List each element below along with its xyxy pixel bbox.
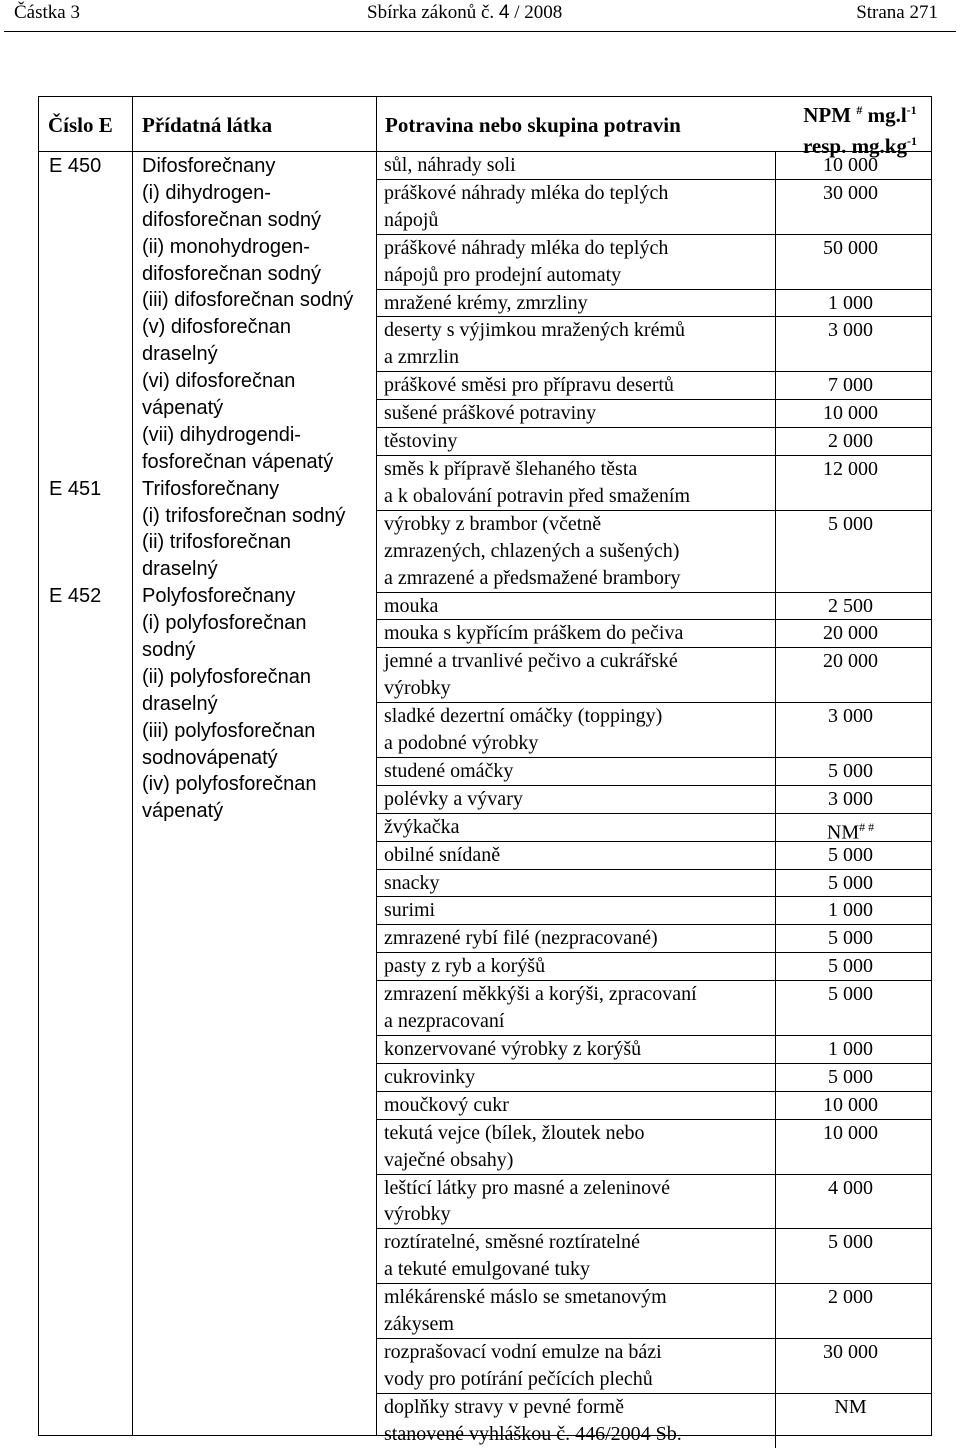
food-name-line: vody pro potírání pečících plechů: [384, 1367, 653, 1390]
substance-line: (ii) trifosforečnan: [142, 531, 291, 554]
npm-value: 5 000: [775, 953, 925, 980]
food-name-line: zákysem: [384, 1313, 454, 1336]
e-code: [49, 449, 101, 476]
food-name-line: sušené práškové potraviny: [384, 402, 597, 425]
substance-line: (iii) difosforečnan sodný: [142, 289, 354, 312]
food-name-line: leštící látky pro masné a zeleninové: [384, 1176, 671, 1199]
npm-value: 5 000: [775, 511, 925, 592]
header-divider: [39, 151, 132, 152]
food-name-line: doplňky stravy v pevné formě: [384, 1395, 624, 1418]
food-name-line: zmrazených, chlazených a sušených): [384, 539, 680, 562]
food-name: [377, 1229, 764, 1283]
food-header: Potravina nebo skupina potravin: [385, 113, 681, 137]
npm-value: 50 000: [775, 235, 925, 289]
food-row: [377, 180, 931, 235]
food-name: [377, 703, 764, 757]
collection-prefix: Sbírka zákonů č.: [367, 2, 495, 23]
food-name: [377, 456, 764, 510]
food-row: [377, 290, 931, 318]
npm-value: 5 000: [775, 1229, 925, 1283]
e-code: [49, 314, 101, 341]
food-row: [377, 842, 931, 870]
food-name: [377, 981, 764, 1035]
food-row: [377, 925, 931, 953]
food-row: [377, 897, 931, 925]
food-row: [377, 648, 931, 703]
npm-value: 7 000: [775, 372, 925, 399]
food-row: [377, 317, 931, 372]
npm-footnote-mark: # #: [859, 819, 875, 834]
food-name: [377, 1092, 764, 1119]
e-number-column: [39, 97, 133, 1435]
food-name-line: surimi: [384, 899, 436, 922]
npm-value: 12 000: [775, 456, 925, 510]
npm-value: 10 000: [775, 400, 925, 427]
e-code: [49, 234, 101, 261]
e-code: E 452: [49, 585, 102, 608]
substance-line: (iii) polyfosforečnan: [142, 719, 316, 742]
food-name-line: moučkový cukr: [384, 1093, 509, 1116]
food-row: [377, 758, 931, 786]
e-codes-list: [49, 153, 101, 610]
e-code: [49, 368, 101, 395]
npm-value: 10 000: [775, 1120, 925, 1174]
e-code: [49, 556, 101, 583]
food-name: [377, 620, 764, 647]
food-name: [377, 1064, 764, 1091]
e-code: [49, 529, 101, 556]
substance-line: (vi) difosforečnan: [142, 370, 296, 393]
e-code: [49, 422, 101, 449]
header-divider: [133, 151, 376, 152]
food-row: [377, 870, 931, 898]
food-row: [377, 981, 931, 1036]
food-name: [377, 235, 764, 289]
substance-line: vápenatý: [142, 397, 224, 420]
food-row: [377, 235, 931, 290]
food-name: [377, 372, 764, 399]
e-code: [49, 287, 101, 314]
food-name-line: těstoviny: [384, 430, 458, 453]
food-name: [377, 953, 764, 980]
food-name: [377, 842, 764, 869]
npm-value: 1 000: [775, 1036, 925, 1063]
part-number: Částka 3: [14, 2, 80, 23]
npm-value: 1 000: [775, 290, 925, 317]
npm-value: 2 000: [775, 428, 925, 455]
food-name-line: mlékárenské máslo se smetanovým: [384, 1286, 667, 1309]
food-row: [377, 372, 931, 400]
food-name: [377, 511, 764, 592]
npm-value: 5 000: [775, 758, 925, 785]
food-name-line: mražené krémy, zmrzliny: [384, 291, 588, 314]
additive-column: [133, 97, 377, 1435]
npm-value: NM: [775, 1394, 925, 1448]
food-name-line: rozprašovací vodní emulze na bázi: [384, 1340, 662, 1363]
substances-list: [142, 153, 353, 825]
npm-value: 3 000: [775, 703, 925, 757]
npm-value: 5 000: [775, 1064, 925, 1091]
substance-line: sodnovápenatý: [142, 746, 278, 769]
npm-value: 2 500: [775, 593, 925, 620]
food-row: [377, 1120, 931, 1175]
food-row: [377, 703, 931, 758]
food-name: [377, 1394, 764, 1448]
food-column: [377, 97, 931, 1445]
food-name: [377, 593, 764, 620]
food-name-line: práškové směsi pro přípravu desertů: [384, 374, 674, 397]
e-code: E 451: [49, 477, 102, 500]
substance-line: (ii) monohydrogen-: [142, 235, 310, 258]
additive-header: Přídatná látka: [142, 113, 273, 137]
npm-value: 5 000: [775, 925, 925, 952]
food-name: [377, 925, 764, 952]
npm-value: 30 000: [775, 1339, 925, 1393]
food-row: [377, 953, 931, 981]
food-name: [377, 1339, 764, 1393]
food-name-line: práškové náhrady mléka do teplých: [384, 236, 669, 259]
food-name-line: pasty z ryb a korýšů: [384, 955, 546, 978]
food-name-line: zmrazené rybí filé (nezpracované): [384, 927, 658, 950]
npm-value: 4 000: [775, 1175, 925, 1229]
substance-line: (v) difosforečnan: [142, 316, 291, 339]
food-name-line: a nezpracovaní: [384, 1010, 505, 1033]
npm-value: 20 000: [775, 648, 925, 702]
food-name-line: a tekuté emulgované tuky: [384, 1258, 591, 1281]
npm-value: 20 000: [775, 620, 925, 647]
substance-line: (ii) polyfosforečnan: [142, 665, 311, 688]
e-code: [49, 180, 101, 207]
food-name-line: jemné a trvanlivé pečivo a cukrářské: [384, 650, 678, 673]
food-name: [377, 648, 764, 702]
e-code: [49, 395, 101, 422]
substance-line: difosforečnan sodný: [142, 208, 322, 231]
collection-number: 4: [498, 2, 510, 23]
food-row: [377, 1175, 931, 1230]
food-name-line: vaječné obsahy): [384, 1148, 514, 1171]
e-code: E 450: [49, 155, 102, 177]
food-name: [377, 317, 764, 371]
substance-line: sodný: [142, 639, 196, 662]
substance-line: draselný: [142, 343, 218, 366]
food-row: [377, 152, 931, 180]
substance-line: draselný: [142, 558, 218, 581]
npm-value: 3 000: [775, 786, 925, 813]
food-row: [377, 1092, 931, 1120]
food-name: [377, 814, 764, 841]
npm-value: 1 000: [775, 897, 925, 924]
food-name-line: roztíratelné, směsné roztíratelné: [384, 1231, 640, 1254]
food-row: [377, 593, 931, 621]
food-name-line: deserty s výjimkou mražených krémů: [384, 319, 686, 342]
page-number: Strana 271: [856, 2, 938, 23]
food-row: [377, 1064, 931, 1092]
food-name-line: stanovené vyhláškou č. 446/2004 Sb.: [384, 1422, 682, 1445]
food-name: [377, 152, 764, 179]
food-name-line: směs k přípravě šlehaného těsta: [384, 457, 638, 480]
food-name-line: obilné snídaně: [384, 843, 501, 866]
food-name-line: tekutá vejce (bílek, žloutek nebo: [384, 1121, 645, 1144]
food-name: [377, 870, 764, 897]
food-name-line: žvýkačka: [384, 815, 460, 838]
food-row: [377, 400, 931, 428]
food-row: [377, 1036, 931, 1064]
e-number-header: Číslo E: [48, 113, 113, 137]
food-rows: [377, 152, 931, 1448]
food-name-line: sůl, náhrady soli: [384, 154, 516, 176]
npm-header: NPM # $mg.l^{-1}$ resp. $mg.kg^{-1}$: [802, 103, 917, 158]
substance-line: vápenatý: [142, 800, 224, 823]
e-code: [49, 207, 101, 234]
substance-line: Trifosforečnany: [142, 477, 280, 500]
food-name-line: a k obalování potravin před smažením: [384, 484, 691, 507]
food-row: [377, 814, 931, 842]
npm-value: NM# #: [775, 814, 925, 841]
substance-line: (vii) dihydrogendi-: [142, 423, 301, 446]
food-name-line: a zmrazené a předsmažené brambory: [384, 566, 681, 589]
e-code: [49, 261, 101, 288]
food-row: [377, 428, 931, 456]
food-row: [377, 1394, 931, 1448]
food-name-line: cukrovinky: [384, 1065, 476, 1088]
food-row: [377, 620, 931, 648]
food-row: [377, 1284, 931, 1339]
food-name-line: mouka s kypřícím práškem do pečiva: [384, 622, 684, 645]
food-row: [377, 786, 931, 814]
food-name: [377, 1175, 764, 1229]
food-name-line: polévky a vývary: [384, 787, 523, 810]
substance-line: (i) dihydrogen-: [142, 181, 271, 204]
food-name-line: výrobky: [384, 677, 451, 700]
food-name: [377, 897, 764, 924]
food-name-line: a podobné výrobky: [384, 732, 539, 755]
food-name-line: výrobky: [384, 1203, 451, 1226]
substance-line: (i) polyfosforečnan: [142, 612, 307, 635]
food-name-line: a zmrzlin: [384, 346, 459, 369]
npm-value: 2 000: [775, 1284, 925, 1338]
food-name-line: zmrazení měkkýši a korýši, zpracovaní: [384, 983, 697, 1006]
npm-value: 5 000: [775, 981, 925, 1035]
additives-table: [38, 96, 932, 1445]
food-row: [377, 456, 931, 511]
food-name-line: nápojů: [384, 208, 439, 231]
header-rule: [4, 31, 956, 32]
substance-line: difosforečnan sodný: [142, 262, 322, 285]
food-name-line: nápojů pro prodejní automaty: [384, 263, 622, 286]
food-name: [377, 428, 764, 455]
substance-line: fosforečnan vápenatý: [142, 450, 334, 473]
food-name: [377, 400, 764, 427]
substance-line: Difosforečnany: [142, 155, 276, 177]
npm-value: 10 000: [775, 152, 925, 179]
food-name: [377, 180, 764, 234]
food-row: [377, 511, 931, 593]
food-name: [377, 290, 764, 317]
food-name: [377, 758, 764, 785]
npm-value: 30 000: [775, 180, 925, 234]
substance-line: Polyfosforečnany: [142, 585, 296, 608]
food-name: [377, 786, 764, 813]
food-name-line: sladké dezertní omáčky (toppingy): [384, 705, 663, 728]
e-code: [49, 503, 101, 530]
collection-year: / 2008: [514, 2, 563, 23]
food-name: [377, 1036, 764, 1063]
food-row: [377, 1339, 931, 1394]
collection-title: [367, 2, 562, 24]
food-row: [377, 1229, 931, 1284]
substance-line: draselný: [142, 692, 218, 715]
food-name: [377, 1120, 764, 1174]
food-name-line: výrobky z brambor (včetně: [384, 512, 602, 535]
food-name-line: studené omáčky: [384, 759, 514, 782]
food-name-line: práškové náhrady mléka do teplých: [384, 181, 669, 204]
food-name-line: snacky: [384, 871, 440, 894]
substance-line: (i) trifosforečnan sodný: [142, 504, 346, 527]
substance-line: (iv) polyfosforečnan: [142, 773, 317, 796]
npm-value: 5 000: [775, 870, 925, 897]
npm-value: 3 000: [775, 317, 925, 371]
e-code: [49, 341, 101, 368]
food-name: [377, 1284, 764, 1338]
food-name-line: konzervované výrobky z korýšů: [384, 1038, 642, 1060]
npm-value: 5 000: [775, 842, 925, 869]
npm-value: 10 000: [775, 1092, 925, 1119]
food-name-line: mouka: [384, 594, 439, 617]
